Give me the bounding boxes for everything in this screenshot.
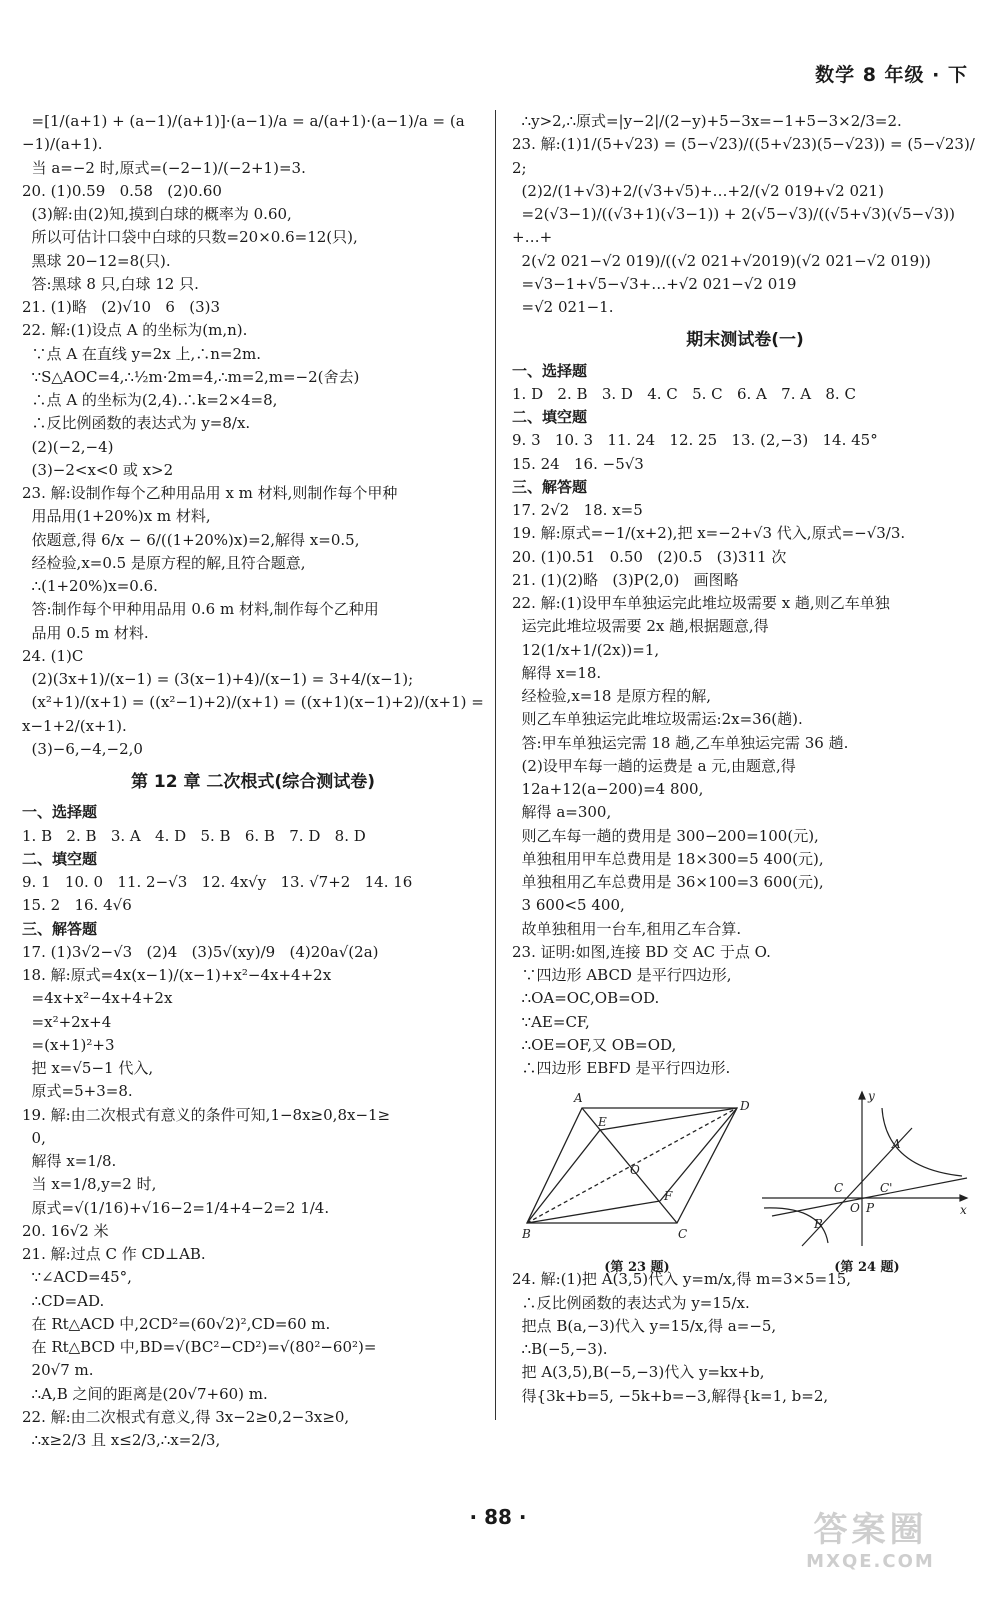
answer-line: 19. 解:原式=−1/(x+2),把 x=−2+√3 代入,原式=−√3/3. <box>512 524 906 543</box>
answer-line: (3)解:由(2)知,摸到白球的概率为 0.60, <box>22 205 292 223</box>
answer-line: 3 600<5 400, <box>512 896 625 915</box>
fig23-label-c: C <box>678 1227 688 1242</box>
answer-line: 20. (1)0.51 0.50 (2)0.5 (3)311 次 <box>512 547 787 566</box>
answer-line: 22. 解:(1)设点 A 的坐标为(m,n). <box>22 321 248 340</box>
figures-row <box>512 1088 978 1275</box>
chapter12-lines <box>22 801 484 1452</box>
answer-line: 依题意,得 6/x − 6/((1+20%)x)=2,解得 x=0.5, <box>22 530 360 549</box>
answer-line: =x²+2x+4 <box>22 1012 112 1031</box>
answer-line: ∴反比例函数的表达式为 y=15/x. <box>512 1293 750 1312</box>
answer-line: 17. (1)3√2−√3 (2)4 (3)5√(xy)/9 (4)20a√(2a) <box>22 942 379 961</box>
answer-line: =4x+x²−4x+4+2x <box>22 989 173 1008</box>
answer-line: 23. 证明:如图,连接 BD 交 AC 于点 O. <box>512 942 771 961</box>
fig23-label-a: A <box>574 1091 583 1106</box>
fig24-label-p: P <box>866 1201 875 1216</box>
answer-line: ∴A,B 之间的距离是(20√7+60) m. <box>22 1384 268 1403</box>
answer-line: (3)−6,−4,−2,0 <box>22 739 143 758</box>
answer-line: 原式=√(1/16)+√16−2=1/4+4−2=2 1/4. <box>22 1198 330 1217</box>
answer-line: =(x+1)²+3 <box>22 1035 115 1054</box>
answer-line: 经检验,x=0.5 是原方程的解,且符合题意, <box>22 553 306 572</box>
answer-line: 2(√2 021−√2 019)/((√2 021+√2019)(√2 021−√2 019)) <box>512 251 931 270</box>
answer-line: 1. B 2. B 3. A 4. D 5. B 6. B 7. D 8. D <box>22 826 366 845</box>
answer-line: ∴OA=OC,OB=OD. <box>512 989 660 1008</box>
answer-line: ∴x≥2/3 且 x≤2/3,∴x=2/3, <box>22 1431 221 1450</box>
answer-line: 22. 解:(1)设甲车单独运完此堆垃圾需要 x 趟,则乙车单独 <box>512 594 890 613</box>
answer-line: 23. 解:(1)1/(5+√23) = (5−√23)/((5+√23)(5−√23)) = (5−√23)/2; <box>512 135 975 177</box>
answer-line: 在 Rt△ACD 中,2CD²=(60√2)²,CD=60 m. <box>22 1314 331 1333</box>
fig24-label-a: A <box>892 1137 901 1152</box>
answer-line: 用品用(1+20%)x m 材料, <box>22 507 211 526</box>
answer-line: 答:制作每个甲种用品用 0.6 m 材料,制作每个乙种用 <box>22 600 379 619</box>
answer-line: 解得 x=18. <box>512 663 602 682</box>
watermark-text: 答案圈 <box>813 1510 928 1550</box>
coordinate-graph <box>762 1088 972 1248</box>
fig24-label-c-prime: C' <box>880 1181 893 1196</box>
answer-line: 9. 1 10. 0 11. 2−√3 12. 4x√y 13. √7+2 14. 16 <box>22 873 413 892</box>
answer-line: 24. (1)C <box>22 646 84 665</box>
answer-line: 三、解答题 <box>512 477 588 496</box>
final-exam-title: 期末测试卷(一) <box>686 330 804 351</box>
answer-line: ∴B(−5,−3). <box>512 1340 608 1359</box>
answer-line: 23. 解:设制作每个乙种用品用 x m 材料,则制作每个甲种 <box>22 484 398 502</box>
answer-lines-right-top <box>512 110 978 319</box>
answer-line: 12(1/x+1/(2x))=1, <box>512 640 660 659</box>
figure-23 <box>522 1088 752 1277</box>
answer-line: 当 x=1/8,y=2 时, <box>22 1175 157 1194</box>
answer-line: (3)−2<x<0 或 x>2 <box>22 460 174 479</box>
watermark-url: MXQE.COM <box>806 1551 935 1572</box>
answer-lines-right-bottom <box>512 1268 978 1408</box>
answer-line: 20. (1)0.59 0.58 (2)0.60 <box>22 181 222 200</box>
answer-line: 原式=5+3=8. <box>22 1082 133 1101</box>
fig23-label-o: O <box>630 1163 640 1178</box>
answer-line: 12a+12(a−200)=4 800, <box>512 780 704 799</box>
answer-line: 20. 16√2 米 <box>22 1221 109 1240</box>
answer-line: ∵四边形 ABCD 是平行四边形, <box>512 966 732 985</box>
answer-line: 把点 B(a,−3)代入 y=15/x,得 a=−5, <box>512 1316 777 1335</box>
answer-line: 黑球 20−12=8(只). <box>22 251 171 270</box>
answer-line: 则乙车每一趟的费用是 300−200=100(元), <box>512 826 819 845</box>
answer-line: 经检验,x=18 是原方程的解, <box>512 687 711 706</box>
answer-line: 把 A(3,5),B(−5,−3)代入 y=kx+b, <box>512 1363 765 1382</box>
answer-line: 品用 0.5 m 材料. <box>22 623 149 642</box>
answer-line: ∵点 A 在直线 y=2x 上,∴n=2m. <box>22 344 262 363</box>
answer-line: 解得 a=300, <box>512 803 612 822</box>
answer-line: 9. 3 10. 3 11. 24 12. 25 13. (2,−3) 14. 45° <box>512 431 878 450</box>
page-header: 数学 8 年级 · 下 <box>815 64 968 86</box>
answer-line: 24. 解:(1)把 A(3,5)代入 y=m/x,得 m=3×5=15, <box>512 1270 852 1289</box>
answer-line: (2)(−2,−4) <box>22 437 114 456</box>
answer-lines-left <box>22 110 489 761</box>
answer-line: (x²+1)/(x+1) = ((x²−1)+2)/(x+1) = ((x+1)(x−1)+2)/(x+1) = x−1+2/(x+1). <box>22 693 489 735</box>
answer-line: (2)2/(1+√3)+2/(√3+√5)+…+2/(√2 019+√2 021) <box>512 181 884 200</box>
chapter12-title: 第 12 章 二次根式(综合测试卷) <box>131 772 375 792</box>
fig24-label-y: y <box>868 1089 875 1104</box>
answer-line: ∴OE=OF,又 OB=OD, <box>512 1035 677 1054</box>
answer-line: 21. (1)略 (2)√10 6 (3)3 <box>22 298 221 316</box>
answer-line: ∴反比例函数的表达式为 y=8/x. <box>22 414 251 433</box>
fig24-label-o: O <box>850 1201 860 1216</box>
fig24-label-c: C <box>834 1181 844 1196</box>
answer-line: 在 Rt△BCD 中,BD=√(BC²−CD²)=√(80²−60²)= <box>22 1338 377 1357</box>
answer-line: =√2 021−1. <box>512 298 614 316</box>
answer-line: =[1/(a+1) + (a−1)/(a+1)]·(a−1)/a = a/(a+1)·(a−1)/a = (a−1)/(a+1). <box>22 112 465 154</box>
answer-line: 17. 2√2 18. x=5 <box>512 501 643 520</box>
watermark-logo <box>763 1502 978 1582</box>
answer-line: ∵∠ACD=45°, <box>22 1268 132 1287</box>
page-number: · 88 · <box>469 1505 527 1529</box>
fig23-label-e: E <box>598 1115 607 1130</box>
answer-line: 20√7 m. <box>22 1361 94 1380</box>
answer-line: ∵AE=CF, <box>512 1012 590 1031</box>
answer-line: 21. 解:过点 C 作 CD⊥AB. <box>22 1245 206 1264</box>
answer-line: ∴CD=AD. <box>22 1291 105 1310</box>
answer-line: 0, <box>22 1128 46 1147</box>
parallelogram-diagram <box>522 1088 752 1248</box>
figure-24-caption: (第 24 题) <box>834 1259 900 1275</box>
answer-line: 一、选择题 <box>512 361 588 380</box>
answer-line: ∴点 A 的坐标为(2,4).∴k=2×4=8, <box>22 391 278 409</box>
answer-line: 运完此堆垃圾需要 2x 趟,根据题意,得 <box>512 617 769 636</box>
answer-line: 单独租用甲车总费用是 18×300=5 400(元), <box>512 849 824 868</box>
answer-line: 所以可估计口袋中白球的只数=20×0.6=12(只), <box>22 228 358 247</box>
answer-line: 一、选择题 <box>22 803 98 822</box>
answer-line: 15. 24 16. −5√3 <box>512 454 644 473</box>
answer-line: 二、填空题 <box>22 849 98 868</box>
answer-line: ∴(1+20%)x=0.6. <box>22 577 158 595</box>
answer-line: 15. 2 16. 4√6 <box>22 896 132 915</box>
answer-line: 答:黑球 8 只,白球 12 只. <box>22 274 199 293</box>
answer-line: 三、解答题 <box>22 919 98 938</box>
answer-line: 解得 x=1/8. <box>22 1152 117 1171</box>
figure-24 <box>762 1088 972 1277</box>
answer-line: 答:甲车单独运完需 18 趟,乙车单独运完需 36 趟. <box>512 733 849 752</box>
answer-line: 21. (1)(2)略 (3)P(2,0) 画图略 <box>512 570 739 589</box>
answer-line: (2)(3x+1)/(x−1) = (3(x−1)+4)/(x−1) = 3+4/(x−1); <box>22 670 414 688</box>
left-column <box>22 110 489 1452</box>
answer-line: (2)设甲车每一趟的运费是 a 元,由题意,得 <box>512 756 796 775</box>
fig23-label-b: B <box>522 1227 531 1242</box>
figure-23-caption: (第 23 题) <box>604 1259 670 1275</box>
column-divider <box>495 110 496 1420</box>
answer-line: 把 x=√5−1 代入, <box>22 1059 154 1078</box>
answer-line: 二、填空题 <box>512 408 588 427</box>
fig23-label-d: D <box>740 1099 750 1114</box>
answer-line: =2(√3−1)/((√3+1)(√3−1)) + 2(√5−√3)/((√5+√3)(√5−√3)) +…+ <box>512 205 960 247</box>
fig24-label-b: B <box>814 1217 823 1232</box>
right-column <box>512 110 978 1408</box>
answer-line: =√3−1+√5−√3+…+√2 021−√2 019 <box>512 274 797 293</box>
answer-line: 当 a=−2 时,原式=(−2−1)/(−2+1)=3. <box>22 158 306 177</box>
final-exam-lines <box>512 360 978 1081</box>
fig23-label-f: F <box>664 1189 673 1204</box>
answer-line: ∵S△AOC=4,∴½m·2m=4,∴m=2,m=−2(舍去) <box>22 367 360 386</box>
answer-line: 18. 解:原式=4x(x−1)/(x−1)+x²−4x+4+2x <box>22 966 332 985</box>
answer-line: ∴y>2,∴原式=|y−2|/(2−y)+5−3x=−1+5−3×2/3=2. <box>512 112 902 130</box>
answer-line: ∴四边形 EBFD 是平行四边形. <box>512 1059 731 1078</box>
answer-line: 22. 解:由二次根式有意义,得 3x−2≥0,2−3x≥0, <box>22 1407 350 1426</box>
fig24-label-x: x <box>960 1203 967 1218</box>
answer-line: 19. 解:由二次根式有意义的条件可知,1−8x≥0,8x−1≥ <box>22 1105 391 1124</box>
answer-line: 单独租用乙车总费用是 36×100=3 600(元), <box>512 873 824 892</box>
answer-line: 1. D 2. B 3. D 4. C 5. C 6. A 7. A 8. C <box>512 384 856 403</box>
answer-line: 故单独租用一台车,租用乙车合算. <box>512 919 742 938</box>
answer-line: 则乙车单独运完此堆垃圾需运:2x=36(趟). <box>512 710 803 729</box>
answer-line: 得{3k+b=5, −5k+b=−3,解得{k=1, b=2, <box>512 1386 829 1405</box>
